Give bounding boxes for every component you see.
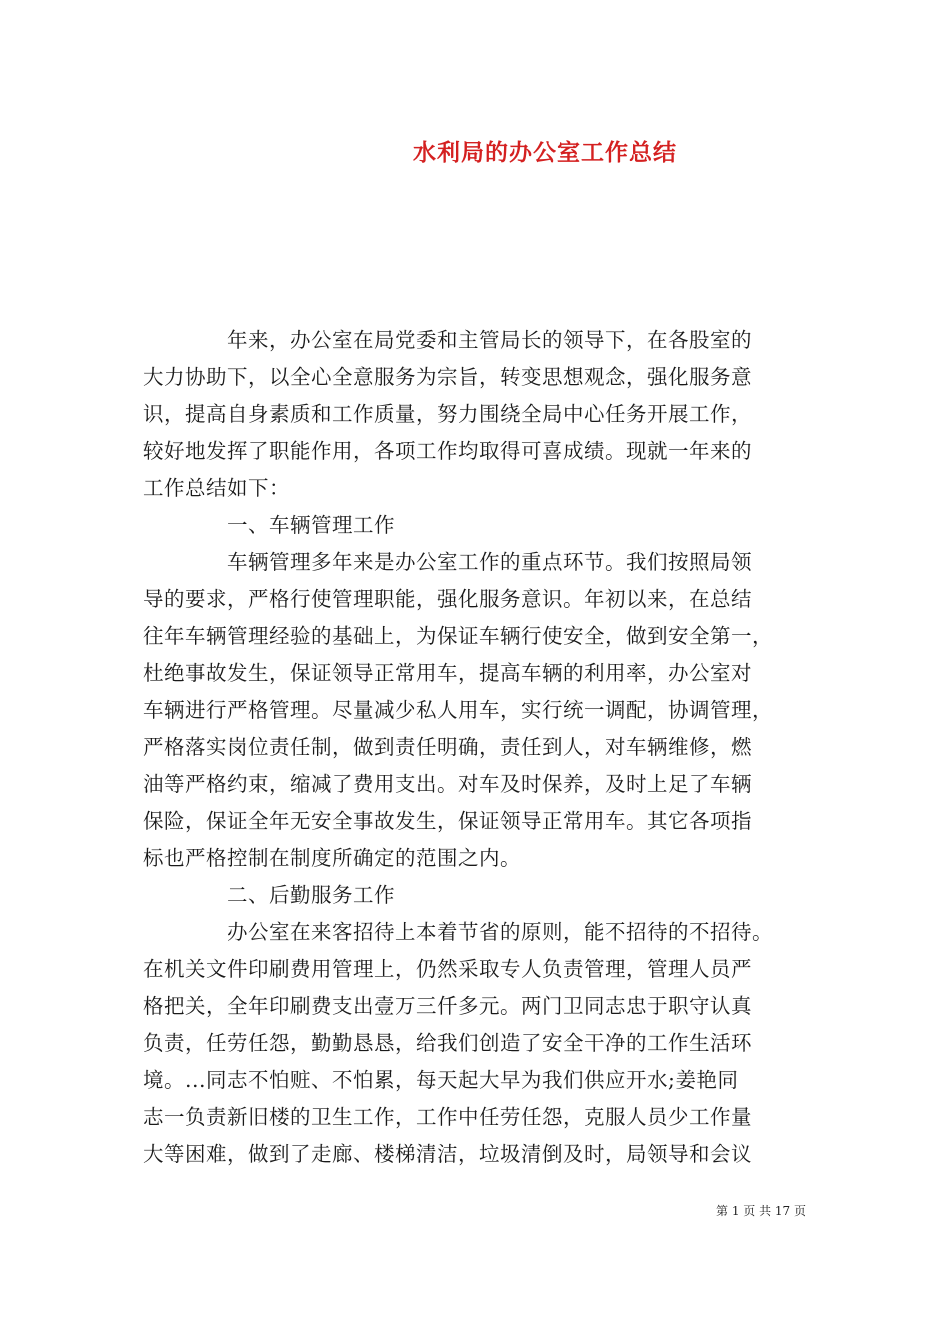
body-line: 杜绝事故发生，保证领导正常用车，提高车辆的利用率，办公室对: [143, 661, 752, 685]
body-line: 车辆管理多年来是办公室工作的重点环节。我们按照局领: [143, 550, 752, 574]
body-line: 车辆进行严格管理。尽量减少私人用车，实行统一调配，协调管理，: [143, 698, 773, 722]
body-line: 志一负责新旧楼的卫生工作，工作中任劳任怨，克服人员少工作量: [143, 1105, 752, 1129]
body-line: 油等严格约束，缩减了费用支出。对车及时保养，及时上足了车辆: [143, 772, 752, 796]
body-line: 年来，办公室在局党委和主管局长的领导下，在各股室的: [143, 328, 752, 352]
body-line: 大力协助下，以全心全意服务为宗旨，转变思想观念，强化服务意: [143, 365, 752, 389]
body-line: 格把关，全年印刷费支出壹万三仟多元。两门卫同志忠于职守认真: [143, 994, 752, 1018]
body-line: 较好地发挥了职能作用，各项工作均取得可喜成绩。现就一年来的: [143, 439, 752, 463]
body-line: 大等困难，做到了走廊、楼梯清洁，垃圾清倒及时，局领导和会议: [143, 1142, 752, 1166]
body-line: 往年车辆管理经验的基础上，为保证车辆行使安全，做到安全第一，: [143, 624, 773, 648]
body-line: 在机关文件印刷费用管理上，仍然采取专人负责管理，管理人员严: [143, 957, 752, 981]
body-line: 保险，保证全年无安全事故发生，保证领导正常用车。其它各项指: [143, 809, 752, 833]
section-heading-logistics: 二、后勤服务工作: [143, 883, 395, 907]
body-line: 严格落实岗位责任制，做到责任明确，责任到人，对车辆维修，燃: [143, 735, 752, 759]
body-line: 识，提高自身素质和工作质量，努力围绕全局中心任务开展工作，: [143, 402, 752, 426]
page-number: 第 1 页 共 17 页: [716, 1204, 806, 1218]
body-line: 工作总结如下：: [143, 476, 290, 500]
body-line: 境。...同志不怕赃、不怕累，每天起大早为我们供应开水;姜艳同: [143, 1068, 739, 1092]
body-line: 标也严格控制在制度所确定的范围之内。: [143, 846, 521, 870]
document-body: [143, 322, 823, 1173]
section-heading-vehicles: 一、车辆管理工作: [143, 513, 395, 537]
body-line: 办公室在来客招待上本着节省的原则，能不招待的不招待。: [143, 920, 773, 944]
body-line: 负责，任劳任怨，勤勤恳恳，给我们创造了安全干净的工作生活环: [143, 1031, 752, 1055]
body-line: 导的要求，严格行使管理职能，强化服务意识。年初以来，在总结: [143, 587, 752, 611]
document-title: 水利局的办公室工作总结: [413, 139, 677, 166]
